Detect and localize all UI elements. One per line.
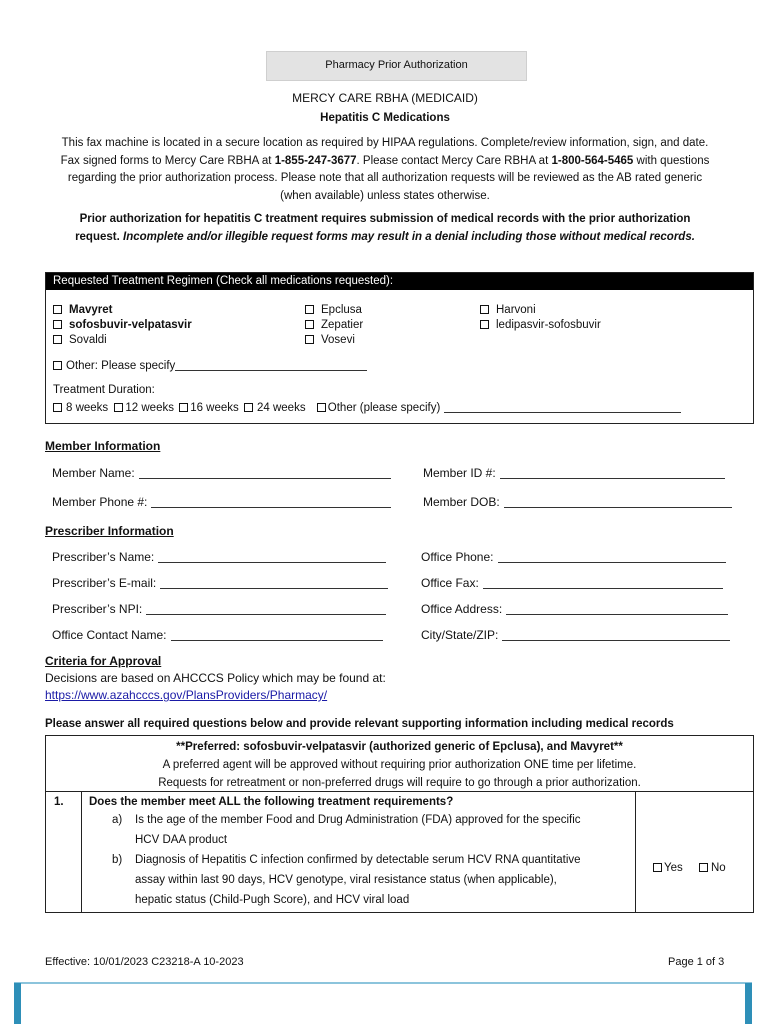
drug-other[interactable]: Other: Please specify xyxy=(53,359,367,374)
fax-number: 1-855-247-3677 xyxy=(274,154,357,167)
question-1b-line1: Diagnosis of Hepatitis C infection confirmed by detectable serum HCV RNA quantitative xyxy=(135,854,581,866)
question-table xyxy=(45,735,754,913)
question-1b-label: b) xyxy=(112,854,123,866)
checkbox-icon[interactable] xyxy=(114,403,123,412)
question-1-text: Does the member meet ALL the following treatment requirements? xyxy=(89,796,454,808)
criteria-text: Decisions are based on AHCCCS Policy which may be found at: xyxy=(45,671,386,685)
office-phone-field[interactable]: Office Phone: xyxy=(421,550,726,564)
checkbox-icon[interactable] xyxy=(653,863,662,872)
checkbox-icon[interactable] xyxy=(305,320,314,329)
drug-epclusa[interactable]: Epclusa xyxy=(305,303,362,318)
question-number: 1. xyxy=(54,796,64,808)
member-dob-field[interactable]: Member DOB: xyxy=(423,495,732,509)
member-id-field[interactable]: Member ID #: xyxy=(423,466,725,480)
checkbox-icon[interactable] xyxy=(179,403,188,412)
prescriber-email-field[interactable]: Prescriber’s E-mail: xyxy=(52,576,388,590)
drug-sofosbuvir-velpatasvir[interactable]: sofosbuvir-velpatasvir xyxy=(53,318,192,333)
office-address-field[interactable]: Office Address: xyxy=(421,602,728,616)
answer-no[interactable]: No xyxy=(699,858,726,878)
duration-16-weeks[interactable]: 16 weeks xyxy=(190,402,239,414)
office-fax-field[interactable]: Office Fax: xyxy=(421,576,723,590)
treatment-header: Requested Treatment Regimen (Check all medications requested): xyxy=(46,273,753,290)
question-1a-label: a) xyxy=(112,814,123,826)
footer-accent-left xyxy=(14,983,21,1024)
footer-accent-line xyxy=(14,982,752,984)
checkbox-icon[interactable] xyxy=(53,305,62,314)
duration-other-field[interactable] xyxy=(444,401,681,413)
prescriber-info-title: Prescriber Information xyxy=(45,524,174,538)
policy-link[interactable]: https://www.azahcccs.gov/PlansProviders/Pharmacy/ xyxy=(45,688,328,702)
checkbox-icon[interactable] xyxy=(53,335,62,344)
answer-yes[interactable]: Yes xyxy=(653,858,683,878)
duration-options xyxy=(53,401,681,416)
checkbox-icon[interactable] xyxy=(244,403,253,412)
medication-title: Hepatitis C Medications xyxy=(320,112,450,124)
prescriber-npi-field[interactable]: Prescriber’s NPI: xyxy=(52,602,386,616)
member-name-field[interactable]: Member Name: xyxy=(52,466,391,480)
duration-label: Treatment Duration: xyxy=(53,384,155,396)
effective-date: Effective: 10/01/2023 C23218-A 10-2023 xyxy=(45,956,244,968)
drug-sovaldi[interactable]: Sovaldi xyxy=(53,333,107,348)
criteria-title: Criteria for Approval xyxy=(45,654,162,668)
checkbox-icon[interactable] xyxy=(53,403,62,412)
page-number: Page 1 of 3 xyxy=(668,956,725,968)
form-title-box: Pharmacy Prior Authorization xyxy=(266,51,527,81)
intro-paragraph: This fax machine is located in a secure location as required by HIPAA regulations. Complete/review information, sign, and date. Fax signed forms to Mercy Care RBHA at 1-855-247-3677. Please contact Mercy Care RBHA at 1-800-564-5465 with questions regarding the prior authorization process. Please note that all authorization requests will be reviewed as the AB rated generic (when available) unless states otherwise. xyxy=(60,137,710,203)
checkbox-icon[interactable] xyxy=(317,403,326,412)
checkbox-icon[interactable] xyxy=(53,361,62,370)
drug-ledipasvir-sofosbuvir[interactable]: ledipasvir-sofosbuvir xyxy=(480,318,601,333)
question-1a-line1: Is the age of the member Food and Drug Administration (FDA) approved for the specific xyxy=(135,814,581,826)
city-state-zip-field[interactable]: City/State/ZIP: xyxy=(421,628,730,642)
duration-other[interactable]: Other (please specify) xyxy=(327,402,441,414)
questions-instruction: Please answer all required questions below and provide relevant supporting information including medical records xyxy=(45,718,674,730)
plan-name: MERCY CARE RBHA (MEDICAID) xyxy=(292,91,478,105)
checkbox-icon[interactable] xyxy=(53,320,62,329)
question-1b-line2: assay within last 90 days, HCV genotype, viral resistance status (when applicable), xyxy=(135,874,557,886)
checkbox-icon[interactable] xyxy=(480,305,489,314)
drug-harvoni[interactable]: Harvoni xyxy=(480,303,536,318)
other-drug-field[interactable] xyxy=(175,359,367,371)
preferred-note: **Preferred: sofosbuvir-velpatasvir (authorized generic of Epclusa), and Mavyret** A preferred agent will be approved without requiring prior authorization ONE time per lifetime. Requests for retreatment or non-preferred drugs will require to go through a prior authorization. xyxy=(46,736,753,792)
checkbox-icon[interactable] xyxy=(699,863,708,872)
requirement-paragraph: Prior authorization for hepatitis C treatment requires submission of medical records with the prior authorization request. Incomplete and/or illegible request forms may result in a denial including those without medical records. xyxy=(75,213,695,243)
checkbox-icon[interactable] xyxy=(305,335,314,344)
question-1b-line3: hepatic status (Child-Pugh Score), and HCV viral load xyxy=(135,894,410,906)
duration-8-weeks[interactable]: 8 weeks xyxy=(66,402,109,414)
question-1a-line2: HCV DAA product xyxy=(135,834,228,846)
treatment-regimen-box xyxy=(45,272,754,424)
checkbox-icon[interactable] xyxy=(305,305,314,314)
duration-12-weeks[interactable]: 12 weeks xyxy=(125,402,174,414)
phone-number: 1-800-564-5465 xyxy=(551,154,634,167)
footer-accent-right xyxy=(745,983,752,1024)
checkbox-icon[interactable] xyxy=(480,320,489,329)
office-contact-field[interactable]: Office Contact Name: xyxy=(52,628,383,642)
drug-mavyret[interactable]: Mavyret xyxy=(53,303,112,318)
member-info-title: Member Information xyxy=(45,439,161,453)
prescriber-name-field[interactable]: Prescriber’s Name: xyxy=(52,550,386,564)
drug-vosevi[interactable]: Vosevi xyxy=(305,333,355,348)
member-phone-field[interactable]: Member Phone #: xyxy=(52,495,391,509)
drug-zepatier[interactable]: Zepatier xyxy=(305,318,363,333)
duration-24-weeks[interactable]: 24 weeks xyxy=(256,402,306,414)
